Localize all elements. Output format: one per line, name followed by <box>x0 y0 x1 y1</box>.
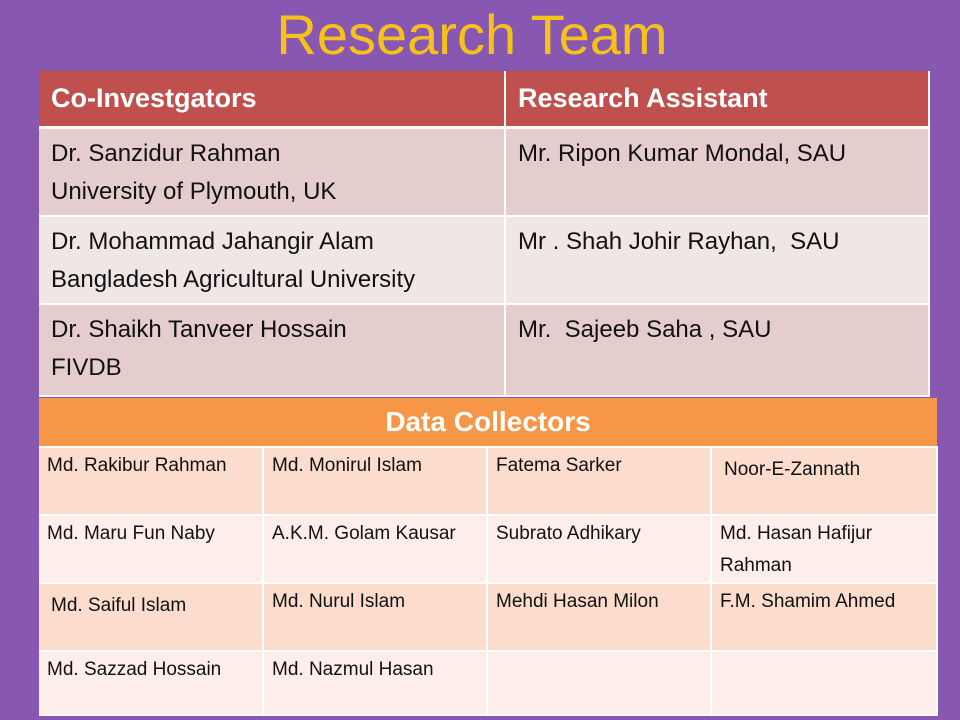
collector-cell <box>711 651 937 715</box>
collector-cell: A.K.M. Golam Kausar <box>263 515 487 583</box>
research-assistant-cell: Mr . Shah Johir Rayhan, SAU <box>505 216 929 304</box>
collector-cell: Md. Maru Fun Naby <box>39 515 263 583</box>
collector-cell: Md. Nurul Islam <box>263 583 487 651</box>
research-assistant-cell: Mr. Ripon Kumar Mondal, SAU <box>505 128 929 217</box>
collector-cell: Md. Monirul Islam <box>263 447 487 515</box>
table-row <box>39 515 937 583</box>
collector-cell: Md. Rakibur Rahman <box>39 447 263 515</box>
investigator-name: Dr. Shaikh Tanveer Hossain <box>51 316 347 343</box>
table-row <box>39 583 937 651</box>
table-row <box>39 128 929 217</box>
table-row <box>39 216 929 304</box>
research-assistant-header: Research Assistant <box>505 71 929 128</box>
table-row <box>39 304 929 396</box>
collector-cell: Md. Nazmul Hasan <box>263 651 487 715</box>
collector-cell <box>487 651 711 715</box>
page-title: Research Team <box>276 3 668 66</box>
investigator-affiliation: Bangladesh Agricultural University <box>51 266 416 293</box>
co-investigators-header: Co-Investgators <box>39 71 505 128</box>
investigator-affiliation: FIVDB <box>51 354 122 381</box>
co-investigator-cell <box>39 216 505 304</box>
collector-cell: Md. Hasan Hafijur Rahman <box>711 515 937 583</box>
collector-cell: Fatema Sarker <box>487 447 711 515</box>
collector-cell: Mehdi Hasan Milon <box>487 583 711 651</box>
collector-cell: F.M. Shamim Ahmed <box>711 583 937 651</box>
collector-cell: Md. Saiful Islam <box>39 583 263 651</box>
table-row <box>39 447 937 515</box>
investigator-name: Dr. Sanzidur Rahman <box>51 140 281 167</box>
data-collectors-header-row <box>39 398 937 447</box>
data-collectors-table <box>39 398 938 716</box>
investigator-name: Dr. Mohammad Jahangir Alam <box>51 228 374 255</box>
collector-cell: Md. Sazzad Hossain <box>39 651 263 715</box>
collector-cell: Subrato Adhikary <box>487 515 711 583</box>
team-header-row <box>39 71 929 128</box>
investigator-affiliation: University of Plymouth, UK <box>51 178 337 205</box>
co-investigator-cell <box>39 128 505 217</box>
co-investigator-cell <box>39 304 505 396</box>
table-row <box>39 651 937 715</box>
research-assistant-cell: Mr. Sajeeb Saha , SAU <box>505 304 929 396</box>
collector-cell: Noor-E-Zannath <box>711 447 937 515</box>
data-collectors-header: Data Collectors <box>39 398 937 447</box>
research-team-table <box>39 71 930 397</box>
